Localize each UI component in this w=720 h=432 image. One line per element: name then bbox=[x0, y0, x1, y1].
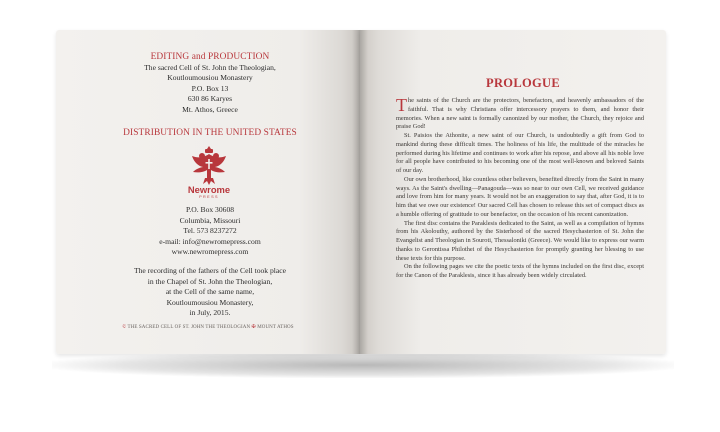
publisher-logo-name: Newrome bbox=[187, 184, 231, 195]
distribution-section bbox=[70, 128, 350, 139]
editing-line: The sacred Cell of St. John the Theologian, bbox=[144, 62, 276, 72]
prologue-paragraph: St. Paisios the Athonite, a new saint of our Church, is undoubtedly a gift from God to mankind during these difficult times. The holiness of his life, the multitude of the miracles he performed during his lifetime and continues to work after his repose, and above all his noble love for all people have contributed to his becoming one of the most well-known and beloved Saints of our day. bbox=[396, 132, 644, 174]
publisher-logo-sub: PRESS bbox=[199, 195, 219, 199]
page-footer bbox=[60, 324, 356, 330]
recording-line: in the Chapel of St. John the Theologian, bbox=[147, 276, 273, 286]
book-gutter bbox=[352, 30, 368, 354]
distribution-line: Columbia, Missouri bbox=[179, 215, 241, 225]
prologue-paragraph bbox=[396, 97, 644, 132]
cross-icon: ✠ bbox=[251, 325, 256, 330]
distribution-address bbox=[70, 205, 350, 258]
recording-line: at the Cell of the same name, bbox=[165, 287, 255, 297]
page-title: PROLOGUE bbox=[486, 76, 560, 90]
recording-line: Koutloumousiou Monastery, bbox=[166, 297, 254, 307]
recording-note bbox=[70, 266, 350, 319]
footer-text: THE SACRED CELL OF ST. JOHN THE THEOLOGIAN bbox=[127, 325, 251, 330]
editing-section bbox=[70, 52, 350, 116]
editing-line: P.O. Box 13 bbox=[191, 83, 229, 93]
recording-line: The recording of the fathers of the Cell took place bbox=[133, 266, 287, 275]
prologue-paragraph: Our own brotherhood, like countless other believers, benefited directly from the Saint in many ways. As the Saint's dwelling—Panagouda—was so near to our own Cell, we received guidance and love from him for many years. It would not be an exaggeration to say that, after God, it is to him that we owe our existence! Our sacred Cell has chosen to release this set of compact discs as a humble offering of gratitude to our benefactor, on the occasion of his recent canonization. bbox=[396, 175, 644, 218]
editing-heading: EDITING and PRODUCTION bbox=[150, 52, 270, 62]
distribution-line: www.newromepress.com bbox=[171, 247, 249, 257]
distribution-line: P.O. Box 30608 bbox=[185, 205, 235, 214]
distribution-line: e-mail: info@newromepress.com bbox=[159, 236, 261, 246]
editing-line: 630 86 Karyes bbox=[187, 94, 233, 104]
copyright-mark: © bbox=[122, 325, 127, 330]
paragraph-text: he saints of the Church are the protectors, benefactors, and heavenly ambassadors of the faithful. That is why Christians offer intercessory prayers to them, and honor their memories. When a new saint is formally canonized by our mother, the Church, they rejoice and praise God! bbox=[396, 97, 644, 131]
editing-line: Mt. Athos, Greece bbox=[182, 104, 238, 114]
drop-cap: T bbox=[396, 95, 407, 115]
book-shadow bbox=[52, 352, 674, 378]
footer-location: MOUNT ATHOS bbox=[257, 325, 294, 330]
editing-line: Koutloumousiou Monastery bbox=[167, 73, 253, 83]
distribution-line: Tel. 573 8237272 bbox=[183, 226, 237, 236]
prologue-paragraph: On the following pages we cite the poetic texts of the hymns included on the first disc, except for the Canon of the Paraklesis, since it has already been widely circulated. bbox=[396, 263, 644, 279]
prologue-text bbox=[396, 97, 644, 281]
prologue-paragraph: The first disc contains the Paraklesis dedicated to the Saint, as well as a compilation of hymns from his Akolouthy, authored by the Sisterhood of the sacred Hesychasterion of St. John the Evangelist and Theologian in Souroti, Thessaloniki (Greece). We would like to express our warm thanks to Gerontissa Philothei of the Hesychasterion for promptly granting her blessing to use these texts for this purpose. bbox=[396, 219, 644, 262]
distribution-heading: DISTRIBUTION IN THE UNITED STATES bbox=[123, 128, 297, 138]
recording-line: in July, 2015. bbox=[189, 308, 231, 318]
